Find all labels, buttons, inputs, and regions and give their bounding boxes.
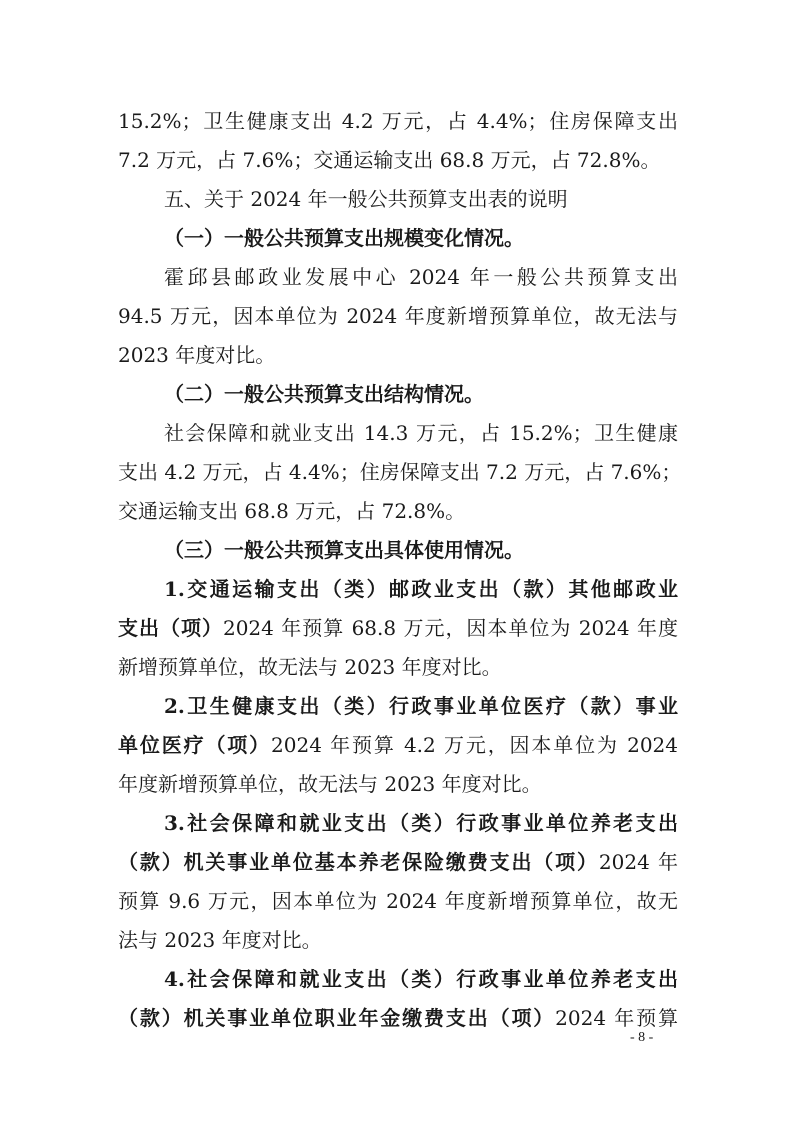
item-heading: 1.交通运输支出（类）邮政业支出（款）其他邮政业 <box>164 577 678 601</box>
item-heading: 2.卫生健康支出（类）行政事业单位医疗（款）事业 <box>164 694 678 718</box>
text-line: 15.2%；卫生健康支出 4.2 万元，占 4.4%；住房保障支出 <box>118 109 678 133</box>
text-line <box>118 999 678 1038</box>
subsection-heading: （二）一般公共预算支出结构情况。 <box>164 382 484 406</box>
item-heading-tail: 支出（项） <box>118 616 223 640</box>
text-line: 交通运输支出 68.8 万元，占 72.8%。 <box>118 499 466 523</box>
text-line: 预算 9.6 万元，因本单位为 2024 年度新增预算单位，故无 <box>118 889 678 913</box>
text-line: 新增预算单位，故无法与 2023 年度对比。 <box>118 655 502 679</box>
text-line: 社会保障和就业支出 14.3 万元，占 15.2%；卫生健康 <box>164 421 678 445</box>
text-line: 94.5 万元，因本单位为 2024 年度新增预算单位，故无法与 <box>118 304 678 328</box>
text-line: 7.2 万元，占 7.6%；交通运输支出 68.8 万元，占 72.8%。 <box>118 148 661 172</box>
item-text: 2024 年预算 68.8 万元，因本单位为 2024 年度 <box>222 616 679 640</box>
item-text: 2024 年预算 <box>555 1006 679 1030</box>
item-heading-tail: 单位医疗（项） <box>118 733 272 757</box>
item-heading-tail: （款）机关事业单位职业年金缴费支出（项） <box>118 1006 556 1030</box>
subsection-heading: （一）一般公共预算支出规模变化情况。 <box>164 226 524 250</box>
page-number: - 8 - <box>630 1030 654 1045</box>
subsection-heading: （三）一般公共预算支出具体使用情况。 <box>164 538 524 562</box>
text-line: 法与 2023 年度对比。 <box>118 928 322 952</box>
text-line <box>118 609 678 648</box>
text-line: 支出 4.2 万元，占 4.4%；住房保障支出 7.2 万元，占 7.6%； <box>118 460 682 484</box>
body-text <box>118 102 682 1038</box>
text-line: 年度新增预算单位，故无法与 2023 年度对比。 <box>118 772 542 796</box>
item-text: 2024 年预算 4.2 万元，因本单位为 2024 <box>271 733 678 757</box>
item-heading-tail: （款）机关事业单位基本养老保险缴费支出（项） <box>118 850 599 874</box>
item-text: 2024 年 <box>598 850 679 874</box>
item-heading: 3.社会保障和就业支出（类）行政事业单位养老支出 <box>164 811 678 835</box>
section-heading: 五、关于 2024 年一般公共预算支出表的说明 <box>164 187 568 211</box>
text-line <box>118 726 678 765</box>
text-line: 2023 年度对比。 <box>118 343 276 367</box>
text-line <box>118 843 678 882</box>
text-line: 霍邱县邮政业发展中心 2024 年一般公共预算支出 <box>164 265 678 289</box>
item-heading: 4.社会保障和就业支出（类）行政事业单位养老支出 <box>164 967 678 991</box>
